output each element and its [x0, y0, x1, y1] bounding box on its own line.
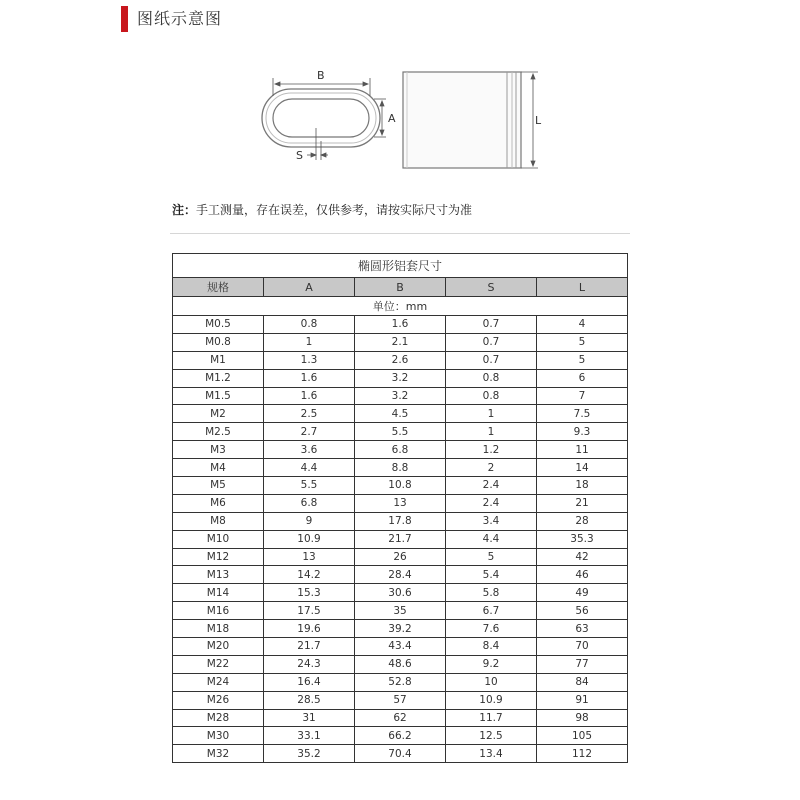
- table-row: [173, 405, 628, 423]
- cell-spec: M14: [173, 584, 264, 602]
- table-row: [173, 512, 628, 530]
- cell-spec: M5: [173, 477, 264, 495]
- cell-spec: M30: [173, 727, 264, 745]
- cell-s: 5.4: [446, 566, 537, 584]
- cell-b: 2.1: [355, 333, 446, 351]
- cell-a: 6.8: [264, 494, 355, 512]
- cell-s: 13.4: [446, 745, 537, 763]
- cell-b: 66.2: [355, 727, 446, 745]
- cell-a: 21.7: [264, 638, 355, 656]
- table-row: [173, 477, 628, 495]
- cell-l: 14: [537, 459, 628, 477]
- cell-a: 9: [264, 512, 355, 530]
- cell-spec: M26: [173, 691, 264, 709]
- table-row: [173, 351, 628, 369]
- cell-l: 42: [537, 548, 628, 566]
- cell-s: 3.4: [446, 512, 537, 530]
- cell-s: 5.8: [446, 584, 537, 602]
- cell-b: 57: [355, 691, 446, 709]
- cell-s: 10.9: [446, 691, 537, 709]
- cell-spec: M18: [173, 620, 264, 638]
- cell-l: 35.3: [537, 530, 628, 548]
- cell-a: 13: [264, 548, 355, 566]
- cell-b: 30.6: [355, 584, 446, 602]
- table-row: [173, 459, 628, 477]
- dimension-l-label: L: [535, 114, 542, 127]
- cell-spec: M20: [173, 638, 264, 656]
- cell-l: 18: [537, 477, 628, 495]
- oval-front-view: [262, 89, 380, 147]
- cell-l: 77: [537, 655, 628, 673]
- table-row: [173, 691, 628, 709]
- cell-l: 5: [537, 351, 628, 369]
- cell-b: 39.2: [355, 620, 446, 638]
- cell-l: 84: [537, 673, 628, 691]
- cell-l: 63: [537, 620, 628, 638]
- cell-l: 105: [537, 727, 628, 745]
- cell-b: 1.6: [355, 316, 446, 334]
- cell-spec: M2.5: [173, 423, 264, 441]
- cell-s: 2: [446, 459, 537, 477]
- cell-a: 16.4: [264, 673, 355, 691]
- dimension-s: [307, 128, 328, 160]
- table-header-row: [173, 278, 628, 297]
- cell-l: 6: [537, 369, 628, 387]
- cell-l: 7.5: [537, 405, 628, 423]
- cell-b: 4.5: [355, 405, 446, 423]
- cell-b: 26: [355, 548, 446, 566]
- cell-a: 19.6: [264, 620, 355, 638]
- cell-b: 48.6: [355, 655, 446, 673]
- cell-a: 31: [264, 709, 355, 727]
- cell-spec: M1.2: [173, 369, 264, 387]
- cell-spec: M28: [173, 709, 264, 727]
- cell-spec: M24: [173, 673, 264, 691]
- cell-l: 28: [537, 512, 628, 530]
- cell-spec: M10: [173, 530, 264, 548]
- header-s: S: [446, 278, 537, 297]
- cell-a: 2.5: [264, 405, 355, 423]
- cell-a: 14.2: [264, 566, 355, 584]
- cell-l: 70: [537, 638, 628, 656]
- table-caption-row: [173, 254, 628, 278]
- cell-l: 11: [537, 441, 628, 459]
- cell-b: 2.6: [355, 351, 446, 369]
- cell-spec: M6: [173, 494, 264, 512]
- cell-spec: M0.5: [173, 316, 264, 334]
- table-row: [173, 333, 628, 351]
- sleeve-diagram: [0, 0, 800, 200]
- cell-s: 0.7: [446, 351, 537, 369]
- cell-a: 2.7: [264, 423, 355, 441]
- note-text: 手工测量，存在误差，仅供参考，请按实际尺寸为准: [196, 203, 473, 217]
- cell-a: 33.1: [264, 727, 355, 745]
- cell-l: 56: [537, 602, 628, 620]
- dimension-s-label: S: [296, 149, 303, 162]
- cell-spec: M8: [173, 512, 264, 530]
- cell-a: 1: [264, 333, 355, 351]
- cell-s: 8.4: [446, 638, 537, 656]
- cell-s: 0.7: [446, 333, 537, 351]
- cell-b: 5.5: [355, 423, 446, 441]
- cell-spec: M22: [173, 655, 264, 673]
- cell-s: 2.4: [446, 477, 537, 495]
- cell-s: 0.7: [446, 316, 537, 334]
- header-spec: 规格: [173, 278, 264, 297]
- cell-a: 28.5: [264, 691, 355, 709]
- divider: [170, 233, 630, 234]
- cell-a: 3.6: [264, 441, 355, 459]
- table-row: [173, 655, 628, 673]
- cell-spec: M3: [173, 441, 264, 459]
- cell-spec: M4: [173, 459, 264, 477]
- table-row: [173, 316, 628, 334]
- cell-s: 10: [446, 673, 537, 691]
- table-row: [173, 494, 628, 512]
- cell-b: 70.4: [355, 745, 446, 763]
- section-title: 图纸示意图: [137, 9, 223, 28]
- table-unit-row: [173, 297, 628, 316]
- table-row: [173, 673, 628, 691]
- cell-spec: M16: [173, 602, 264, 620]
- cell-spec: M1.5: [173, 387, 264, 405]
- cell-a: 24.3: [264, 655, 355, 673]
- dimension-a-label: A: [388, 112, 396, 125]
- cell-l: 98: [537, 709, 628, 727]
- note-prefix: 注：: [172, 203, 197, 217]
- cell-b: 3.2: [355, 387, 446, 405]
- cell-spec: M13: [173, 566, 264, 584]
- cell-s: 0.8: [446, 387, 537, 405]
- cell-s: 1: [446, 405, 537, 423]
- cell-s: 6.7: [446, 602, 537, 620]
- cell-spec: M12: [173, 548, 264, 566]
- table-row: [173, 602, 628, 620]
- cell-l: 112: [537, 745, 628, 763]
- cell-a: 10.9: [264, 530, 355, 548]
- table-row: [173, 620, 628, 638]
- table-row: [173, 369, 628, 387]
- cell-a: 0.8: [264, 316, 355, 334]
- cell-a: 17.5: [264, 602, 355, 620]
- table-row: [173, 566, 628, 584]
- cell-spec: M32: [173, 745, 264, 763]
- measurement-note: [172, 199, 472, 221]
- cell-s: 0.8: [446, 369, 537, 387]
- cell-spec: M2: [173, 405, 264, 423]
- table-row: [173, 638, 628, 656]
- cell-b: 43.4: [355, 638, 446, 656]
- header-b: B: [355, 278, 446, 297]
- cell-b: 10.8: [355, 477, 446, 495]
- table-row: [173, 387, 628, 405]
- cell-l: 4: [537, 316, 628, 334]
- rectangular-side-view: [403, 72, 521, 168]
- table-body: [173, 316, 628, 763]
- cell-b: 62: [355, 709, 446, 727]
- cell-b: 8.8: [355, 459, 446, 477]
- cell-l: 91: [537, 691, 628, 709]
- cell-l: 9.3: [537, 423, 628, 441]
- cell-l: 21: [537, 494, 628, 512]
- cell-b: 35: [355, 602, 446, 620]
- cell-a: 15.3: [264, 584, 355, 602]
- cell-b: 13: [355, 494, 446, 512]
- cell-l: 49: [537, 584, 628, 602]
- cell-spec: M0.8: [173, 333, 264, 351]
- header-l: L: [537, 278, 628, 297]
- cell-a: 5.5: [264, 477, 355, 495]
- cell-l: 7: [537, 387, 628, 405]
- table-row: [173, 584, 628, 602]
- table-row: [173, 709, 628, 727]
- cell-l: 46: [537, 566, 628, 584]
- cell-s: 12.5: [446, 727, 537, 745]
- cell-s: 2.4: [446, 494, 537, 512]
- header-a: A: [264, 278, 355, 297]
- cell-a: 4.4: [264, 459, 355, 477]
- cell-a: 1.6: [264, 387, 355, 405]
- cell-s: 11.7: [446, 709, 537, 727]
- table-row: [173, 727, 628, 745]
- size-table: [172, 253, 628, 763]
- cell-b: 52.8: [355, 673, 446, 691]
- cell-b: 3.2: [355, 369, 446, 387]
- cell-spec: M1: [173, 351, 264, 369]
- cell-b: 17.8: [355, 512, 446, 530]
- table-row: [173, 530, 628, 548]
- table-row: [173, 423, 628, 441]
- cell-b: 28.4: [355, 566, 446, 584]
- cell-s: 5: [446, 548, 537, 566]
- cell-s: 1.2: [446, 441, 537, 459]
- cell-s: 1: [446, 423, 537, 441]
- table-unit: 单位：mm: [173, 297, 628, 316]
- cell-s: 4.4: [446, 530, 537, 548]
- cell-s: 7.6: [446, 620, 537, 638]
- cell-a: 35.2: [264, 745, 355, 763]
- cell-l: 5: [537, 333, 628, 351]
- table-row: [173, 745, 628, 763]
- cell-b: 6.8: [355, 441, 446, 459]
- dimension-b-label: B: [317, 69, 325, 82]
- cell-b: 21.7: [355, 530, 446, 548]
- cell-a: 1.6: [264, 369, 355, 387]
- table-caption: 椭圆形铝套尺寸: [173, 254, 628, 278]
- table-row: [173, 548, 628, 566]
- table-row: [173, 441, 628, 459]
- cell-a: 1.3: [264, 351, 355, 369]
- cell-s: 9.2: [446, 655, 537, 673]
